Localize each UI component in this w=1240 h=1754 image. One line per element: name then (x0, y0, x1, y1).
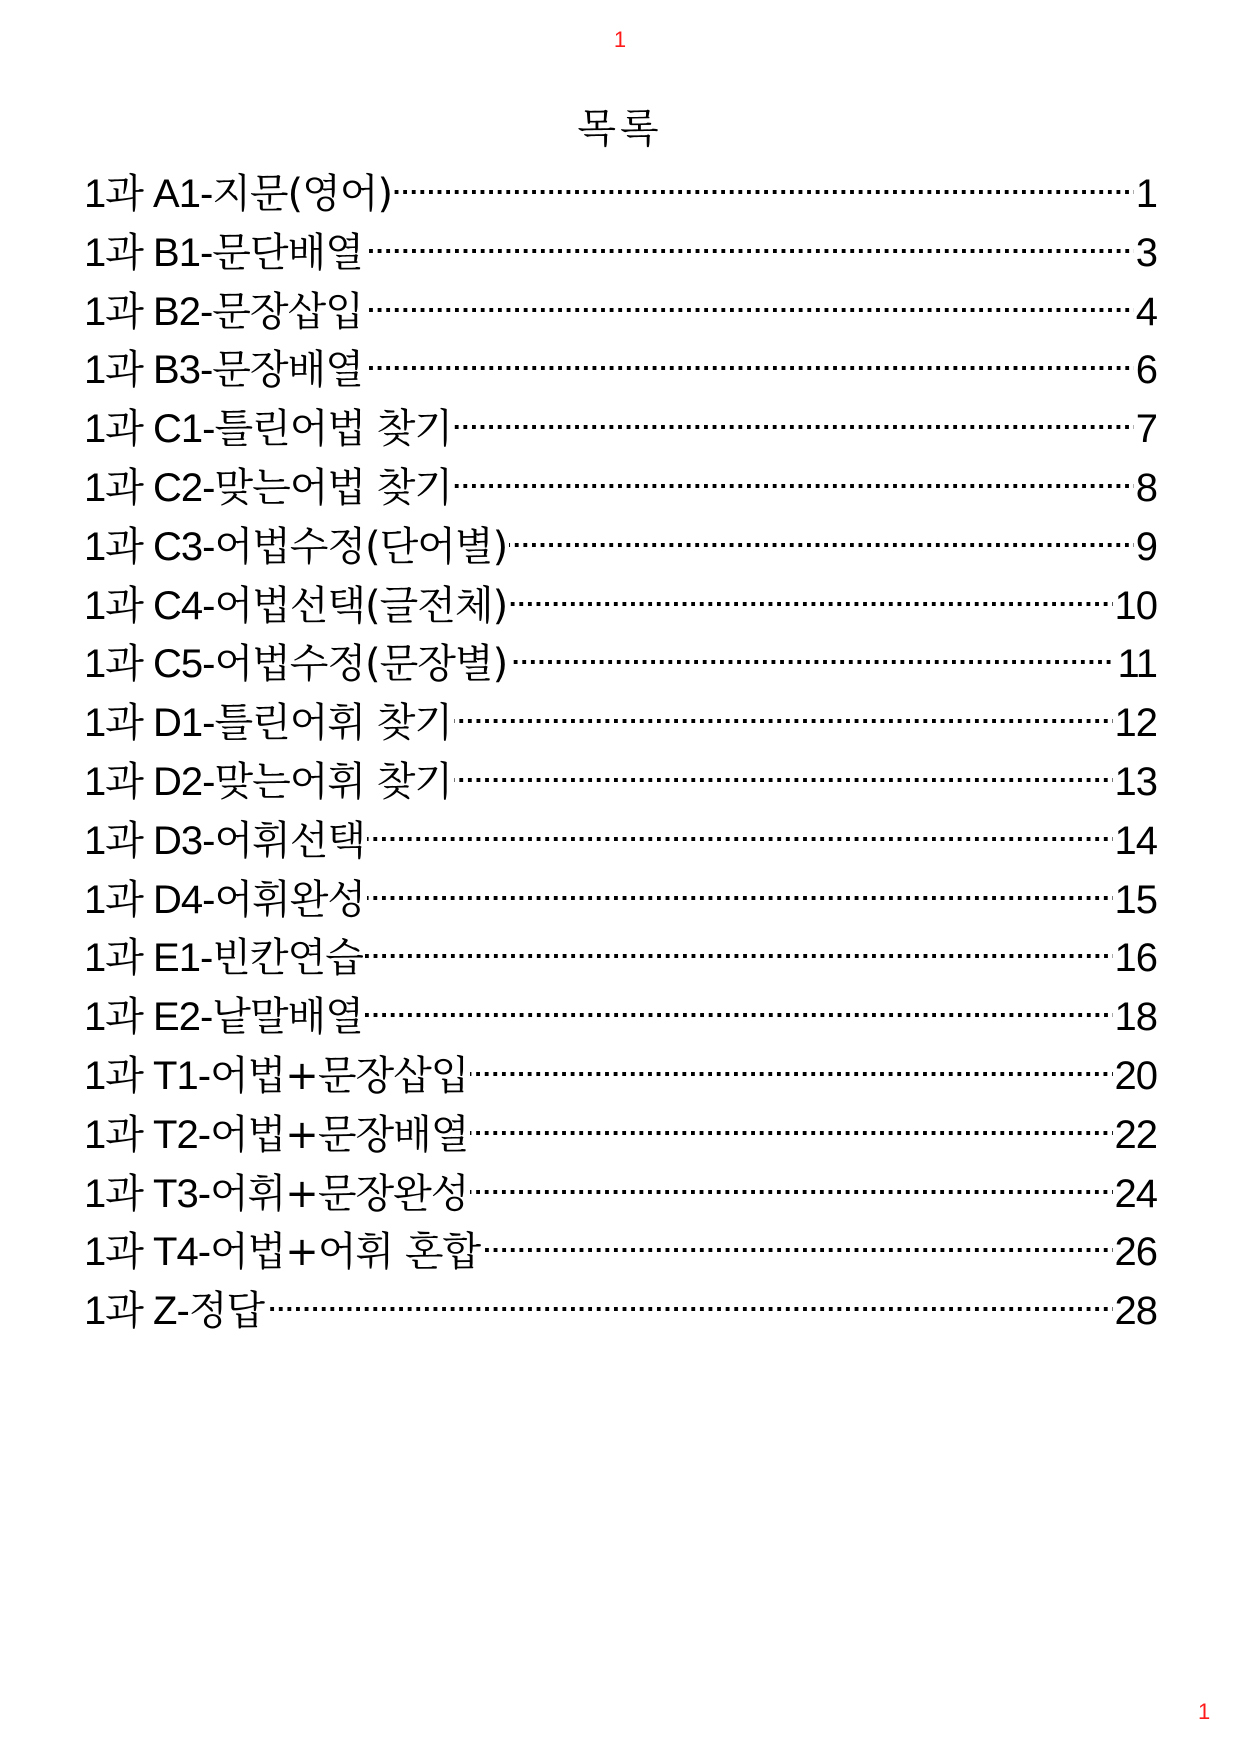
toc-entry-c4[interactable] (84, 580, 1157, 639)
toc-entry-label: 1과 C5-어법수정(문장별) (84, 641, 508, 688)
toc-entry-c1[interactable] (84, 403, 1157, 462)
toc-entry-label: 1과 D2-맞는어휘 찾기 (84, 758, 453, 805)
dot-leader (509, 638, 1115, 690)
toc-entry-label: 1과 D4-어휘완성 (84, 876, 366, 923)
toc-entry-label: 1과 B3-문장배열 (84, 347, 363, 394)
toc-entry-label: 1과 B2-문장삽입 (84, 288, 363, 335)
toc-entry-label: 1과 Z-정답 (84, 1288, 265, 1335)
toc-entry-label: 1과 D3-어휘선택 (84, 817, 366, 864)
toc-entry-d1[interactable] (84, 697, 1157, 756)
toc-entry-e1[interactable] (84, 932, 1157, 991)
dot-leader (509, 580, 1112, 632)
dot-leader (454, 756, 1112, 808)
toc-entry-t4[interactable] (84, 1226, 1157, 1285)
toc-entry-page: 8 (1135, 465, 1157, 510)
dot-leader (482, 1226, 1112, 1278)
toc-entry-label: 1과 D1-틀린어휘 찾기 (84, 700, 453, 747)
toc-entry-e2[interactable] (84, 991, 1157, 1050)
dot-leader (470, 1109, 1112, 1161)
toc-entry-c2[interactable] (84, 462, 1157, 521)
toc-entry-c5[interactable] (84, 638, 1157, 697)
toc-entry-t2[interactable] (84, 1109, 1157, 1168)
toc-entry-page: 24 (1114, 1171, 1157, 1216)
toc-entry-page: 20 (1114, 1053, 1157, 1098)
dot-leader (365, 991, 1113, 1043)
dot-leader (367, 874, 1112, 926)
toc-entry-label: 1과 C4-어법선택(글전체) (84, 582, 508, 629)
toc-entry-page: 14 (1114, 818, 1157, 863)
toc-entry-page: 16 (1114, 936, 1157, 981)
dot-leader (365, 227, 1134, 279)
dot-leader (394, 168, 1134, 220)
dot-leader (470, 1050, 1112, 1102)
dot-leader (454, 697, 1112, 749)
toc-entry-t3[interactable] (84, 1168, 1157, 1227)
toc-entry-label: 1과 B1-문단배열 (84, 229, 363, 276)
toc-entry-page: 9 (1135, 524, 1157, 569)
toc-entry-b2[interactable] (84, 286, 1157, 345)
toc-entry-c3[interactable] (84, 521, 1157, 580)
toc-entry-b3[interactable] (84, 344, 1157, 403)
toc-entry-d3[interactable] (84, 815, 1157, 874)
toc-entry-page: 11 (1117, 642, 1157, 687)
toc-entry-label: 1과 C1-틀린어법 찾기 (84, 406, 453, 453)
header-page-number: 1 (613, 27, 627, 52)
toc-entry-d4[interactable] (84, 874, 1157, 933)
dot-leader (454, 462, 1134, 514)
toc-entry-a1[interactable] (84, 168, 1157, 227)
toc-entry-page: 12 (1114, 701, 1157, 746)
toc-entry-page: 4 (1135, 289, 1157, 334)
toc-entry-page: 18 (1114, 995, 1157, 1040)
toc-entry-page: 28 (1114, 1289, 1157, 1334)
dot-leader (454, 403, 1134, 455)
dot-leader (365, 344, 1134, 396)
toc-entry-label: 1과 T2-어법+문장배열 (84, 1111, 469, 1158)
toc-title: 목록 (577, 105, 663, 152)
toc-entry-page: 1 (1135, 172, 1157, 216)
table-of-contents (84, 168, 1157, 1344)
dot-leader (367, 815, 1112, 867)
toc-entry-label: 1과 A1-지문(영어) (84, 171, 393, 217)
toc-entry-label: 1과 T1-어법+문장삽입 (84, 1052, 469, 1099)
toc-entry-label: 1과 C2-맞는어법 찾기 (84, 464, 453, 511)
toc-entry-label: 1과 T3-어휘+문장완성 (84, 1170, 469, 1217)
toc-entry-page: 15 (1114, 877, 1157, 922)
dot-leader (509, 521, 1134, 573)
dot-leader (365, 286, 1134, 338)
toc-entry-label: 1과 T4-어법+어휘 혼합 (84, 1229, 481, 1276)
toc-entry-b1[interactable] (84, 227, 1157, 286)
toc-entry-z[interactable] (84, 1285, 1157, 1344)
toc-entry-d2[interactable] (84, 756, 1157, 815)
toc-entry-page: 3 (1135, 230, 1157, 275)
toc-entry-label: 1과 E1-빈칸연습 (84, 935, 363, 982)
dot-leader (365, 932, 1113, 984)
toc-entry-page: 6 (1135, 348, 1157, 393)
toc-entry-page: 10 (1114, 583, 1157, 628)
toc-entry-t1[interactable] (84, 1050, 1157, 1109)
toc-entry-label: 1과 E2-낱말배열 (84, 994, 363, 1041)
dot-leader (470, 1168, 1112, 1220)
toc-entry-page: 7 (1135, 407, 1157, 452)
toc-entry-page: 22 (1114, 1112, 1157, 1157)
dot-leader (266, 1285, 1112, 1337)
toc-entry-label: 1과 C3-어법수정(단어별) (84, 523, 508, 570)
toc-entry-page: 13 (1114, 759, 1157, 804)
footer-page-number: 1 (1198, 1699, 1211, 1724)
toc-entry-page: 26 (1114, 1230, 1157, 1275)
